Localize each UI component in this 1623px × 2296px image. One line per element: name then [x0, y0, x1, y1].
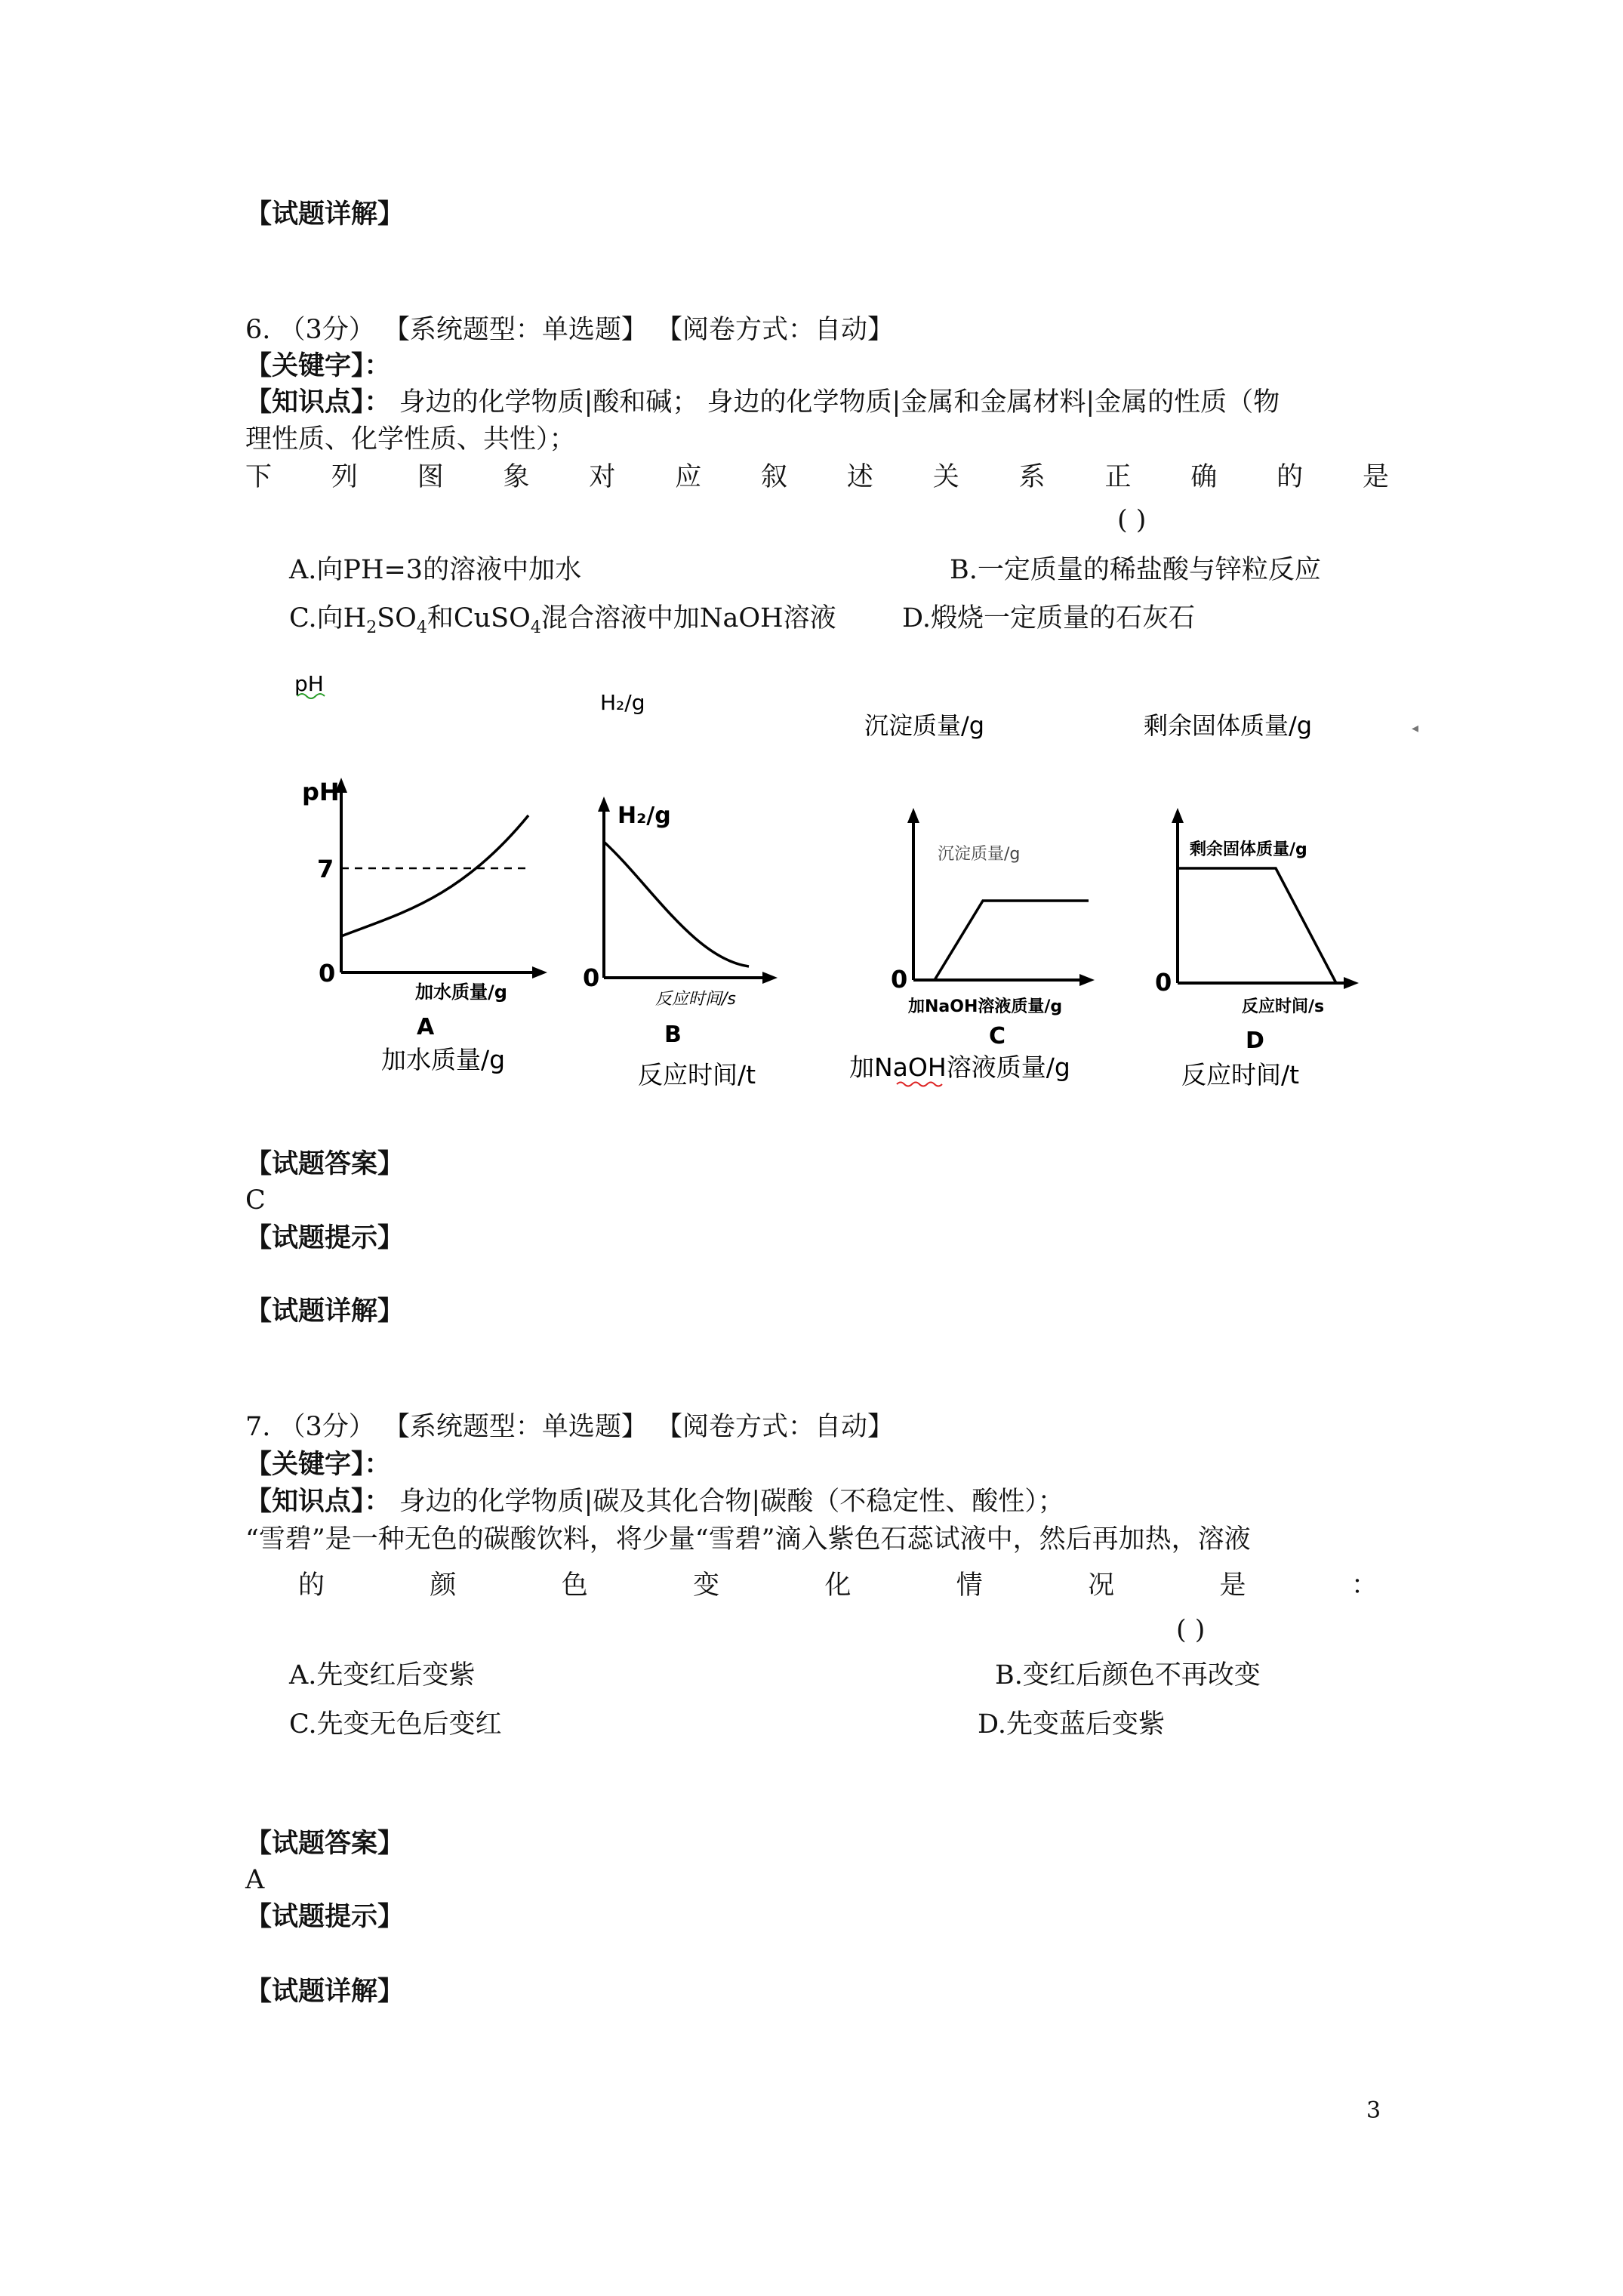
q6-stem-char: 列	[331, 462, 358, 492]
q7-keyword-label: 【关键字】：	[245, 1450, 391, 1480]
q7-option-c: C.先变无色后变红	[289, 1709, 502, 1740]
graph-a-tick-7: 7	[317, 855, 334, 883]
q6-option-c-sub: 4	[530, 618, 541, 637]
return-mark-icon: ◂	[1412, 720, 1419, 736]
q7-knowledge-label: 【知识点】：	[245, 1487, 391, 1517]
q7-answer: A	[245, 1865, 265, 1895]
graph-c-yaxis-label: 沉淀质量/g	[938, 845, 1021, 864]
top-label-h2: H₂/g	[600, 690, 645, 715]
caption-c: 加NaOH溶液质量/g	[849, 1052, 1070, 1082]
graph-d-line	[1178, 868, 1336, 983]
q7-stem-char: ：	[1350, 1570, 1378, 1601]
top-label-ph: pH	[294, 671, 324, 696]
graph-a-letter: A	[417, 1014, 435, 1040]
q6-stem-char: 下	[245, 462, 273, 492]
q7-header: 7. （3分） 【系统题型：单选题】 【阅卷方式：自动】	[245, 1412, 895, 1442]
graph-a-curve	[341, 815, 528, 936]
q7-stem-char: 变	[693, 1570, 720, 1601]
q7-stem-char: 颜	[430, 1570, 457, 1601]
graph-a-yaxis-label: pH	[302, 778, 340, 806]
q7-stem-char: 是	[1219, 1570, 1246, 1601]
q7-option-a: A.先变红后变紫	[289, 1660, 476, 1690]
q6-knowledge-label: 【知识点】：	[245, 387, 391, 418]
q6-option-c-part: C.向H	[289, 603, 367, 633]
q6-stem-char: 叙	[761, 462, 788, 492]
q7-option-b: B.变红后颜色不再改变	[995, 1660, 1261, 1690]
q6-option-c-sub: 2	[366, 618, 377, 637]
q6-stem-char: 述	[846, 462, 873, 492]
graph-a-origin: 0	[319, 959, 336, 988]
graph-b-origin: 0	[583, 963, 600, 992]
q7-knowledge-text: 身边的化学物质|碳及其化合物|碳酸（不稳定性、酸性）；	[390, 1487, 1064, 1517]
q6-keyword-label: 【关键字】：	[245, 351, 391, 381]
q6-stem-char: 的	[1277, 462, 1304, 492]
q6-header: 6. （3分） 【系统题型：单选题】 【阅卷方式：自动】	[245, 315, 895, 345]
q7-detail-label: 【试题详解】	[245, 1977, 405, 2007]
q6-knowledge	[245, 386, 1280, 419]
graph-d-origin: 0	[1155, 968, 1172, 997]
q7-stem-char: 化	[824, 1570, 852, 1601]
q6-stem-char: 关	[932, 462, 959, 492]
q6-stem-char: 正	[1104, 462, 1132, 492]
q6-stem-char: 确	[1190, 462, 1218, 492]
top-label-precip: 沉淀质量/g	[864, 711, 985, 740]
graph-d	[1155, 808, 1359, 1054]
caption-d: 反应时间/t	[1181, 1060, 1300, 1089]
top-label-solid: 剩余固体质量/g	[1144, 711, 1313, 740]
q6-option-c-part: 混合溶液中加NaOH溶液	[540, 603, 836, 633]
q6-stem-char: 对	[589, 462, 616, 492]
graph-c-letter: C	[989, 1023, 1006, 1049]
q6-stem	[245, 461, 1389, 494]
q6-stem-char: 应	[675, 462, 702, 492]
q6-detail-label: 【试题详解】	[245, 1296, 405, 1327]
q6-option-c-sub: 4	[416, 618, 427, 637]
q7-hint-label: 【试题提示】	[245, 1902, 405, 1932]
q6-hint-label: 【试题提示】	[245, 1223, 405, 1253]
q6-option-d: D.煅烧一定质量的石灰石	[902, 603, 1195, 633]
q7-option-d: D.先变蓝后变紫	[978, 1709, 1165, 1740]
q6-option-a: A.向PH=3的溶液中加水	[289, 555, 582, 585]
graph-c	[891, 808, 1095, 1049]
q6-stem-char: 系	[1018, 462, 1046, 492]
q7-knowledge	[245, 1485, 1064, 1518]
graph-b-letter: B	[664, 1022, 682, 1048]
q6-knowledge-text: 身边的化学物质|酸和碱； 身边的化学物质|金属和金属材料|金属的性质（物	[390, 387, 1280, 418]
q6-graphs-figure	[287, 657, 1434, 1110]
q6-answer: C	[245, 1185, 266, 1216]
q6-option-c-part: 和CuSO	[427, 603, 531, 633]
q6-stem-char: 是	[1362, 462, 1389, 492]
caption-b: 反应时间/t	[638, 1060, 756, 1089]
q6-stem-char: 图	[417, 462, 444, 492]
q7-stem-char: 色	[561, 1570, 588, 1601]
q7-stem-char: 况	[1088, 1570, 1115, 1601]
graph-c-line	[913, 901, 1089, 980]
q6-option-b: B.一定质量的稀盐酸与锌粒反应	[950, 555, 1321, 585]
graph-a-xaxis-label: 加水质量/g	[415, 982, 507, 1003]
q6-option-c-part: SO	[377, 603, 417, 633]
q6-answer-label: 【试题答案】	[245, 1149, 405, 1179]
q6-stem-char: 象	[503, 462, 530, 492]
graph-b-curve	[604, 842, 749, 966]
q7-answer-paren: ( )	[1176, 1615, 1206, 1645]
q7-answer-label: 【试题答案】	[245, 1829, 405, 1859]
graph-a	[302, 778, 547, 1040]
page-number: 3	[1366, 2097, 1381, 2124]
q6-option-c	[289, 602, 836, 645]
q7-stem-line2	[298, 1569, 1378, 1602]
q6-answer-paren: ( )	[1117, 505, 1147, 535]
graph-b	[583, 797, 778, 1048]
graph-b-yaxis-label: H₂/g	[617, 803, 671, 829]
graph-d-xaxis-label: 反应时间/s	[1242, 997, 1325, 1016]
graph-d-letter: D	[1246, 1028, 1264, 1054]
spellcheck-underline	[897, 1083, 942, 1086]
graph-c-origin: 0	[891, 965, 908, 994]
q5-detail-label: 【试题详解】	[245, 199, 405, 230]
caption-a: 加水质量/g	[381, 1045, 506, 1074]
graph-d-yaxis-label: 剩余固体质量/g	[1190, 840, 1307, 859]
q7-stem-line1: “雪碧”是一种无色的碳酸饮料，将少量“雪碧”滴入紫色石蕊试液中，然后再加热，溶液	[245, 1524, 1251, 1555]
graph-c-xaxis-label: 加NaOH溶液质量/g	[908, 997, 1063, 1016]
q7-stem-char: 的	[298, 1570, 325, 1601]
graph-b-xaxis-label: 反应时间/s	[655, 990, 736, 1009]
q7-stem-char: 情	[956, 1570, 983, 1601]
q6-knowledge-line2: 理性质、化学性质、共性）；	[245, 424, 576, 455]
